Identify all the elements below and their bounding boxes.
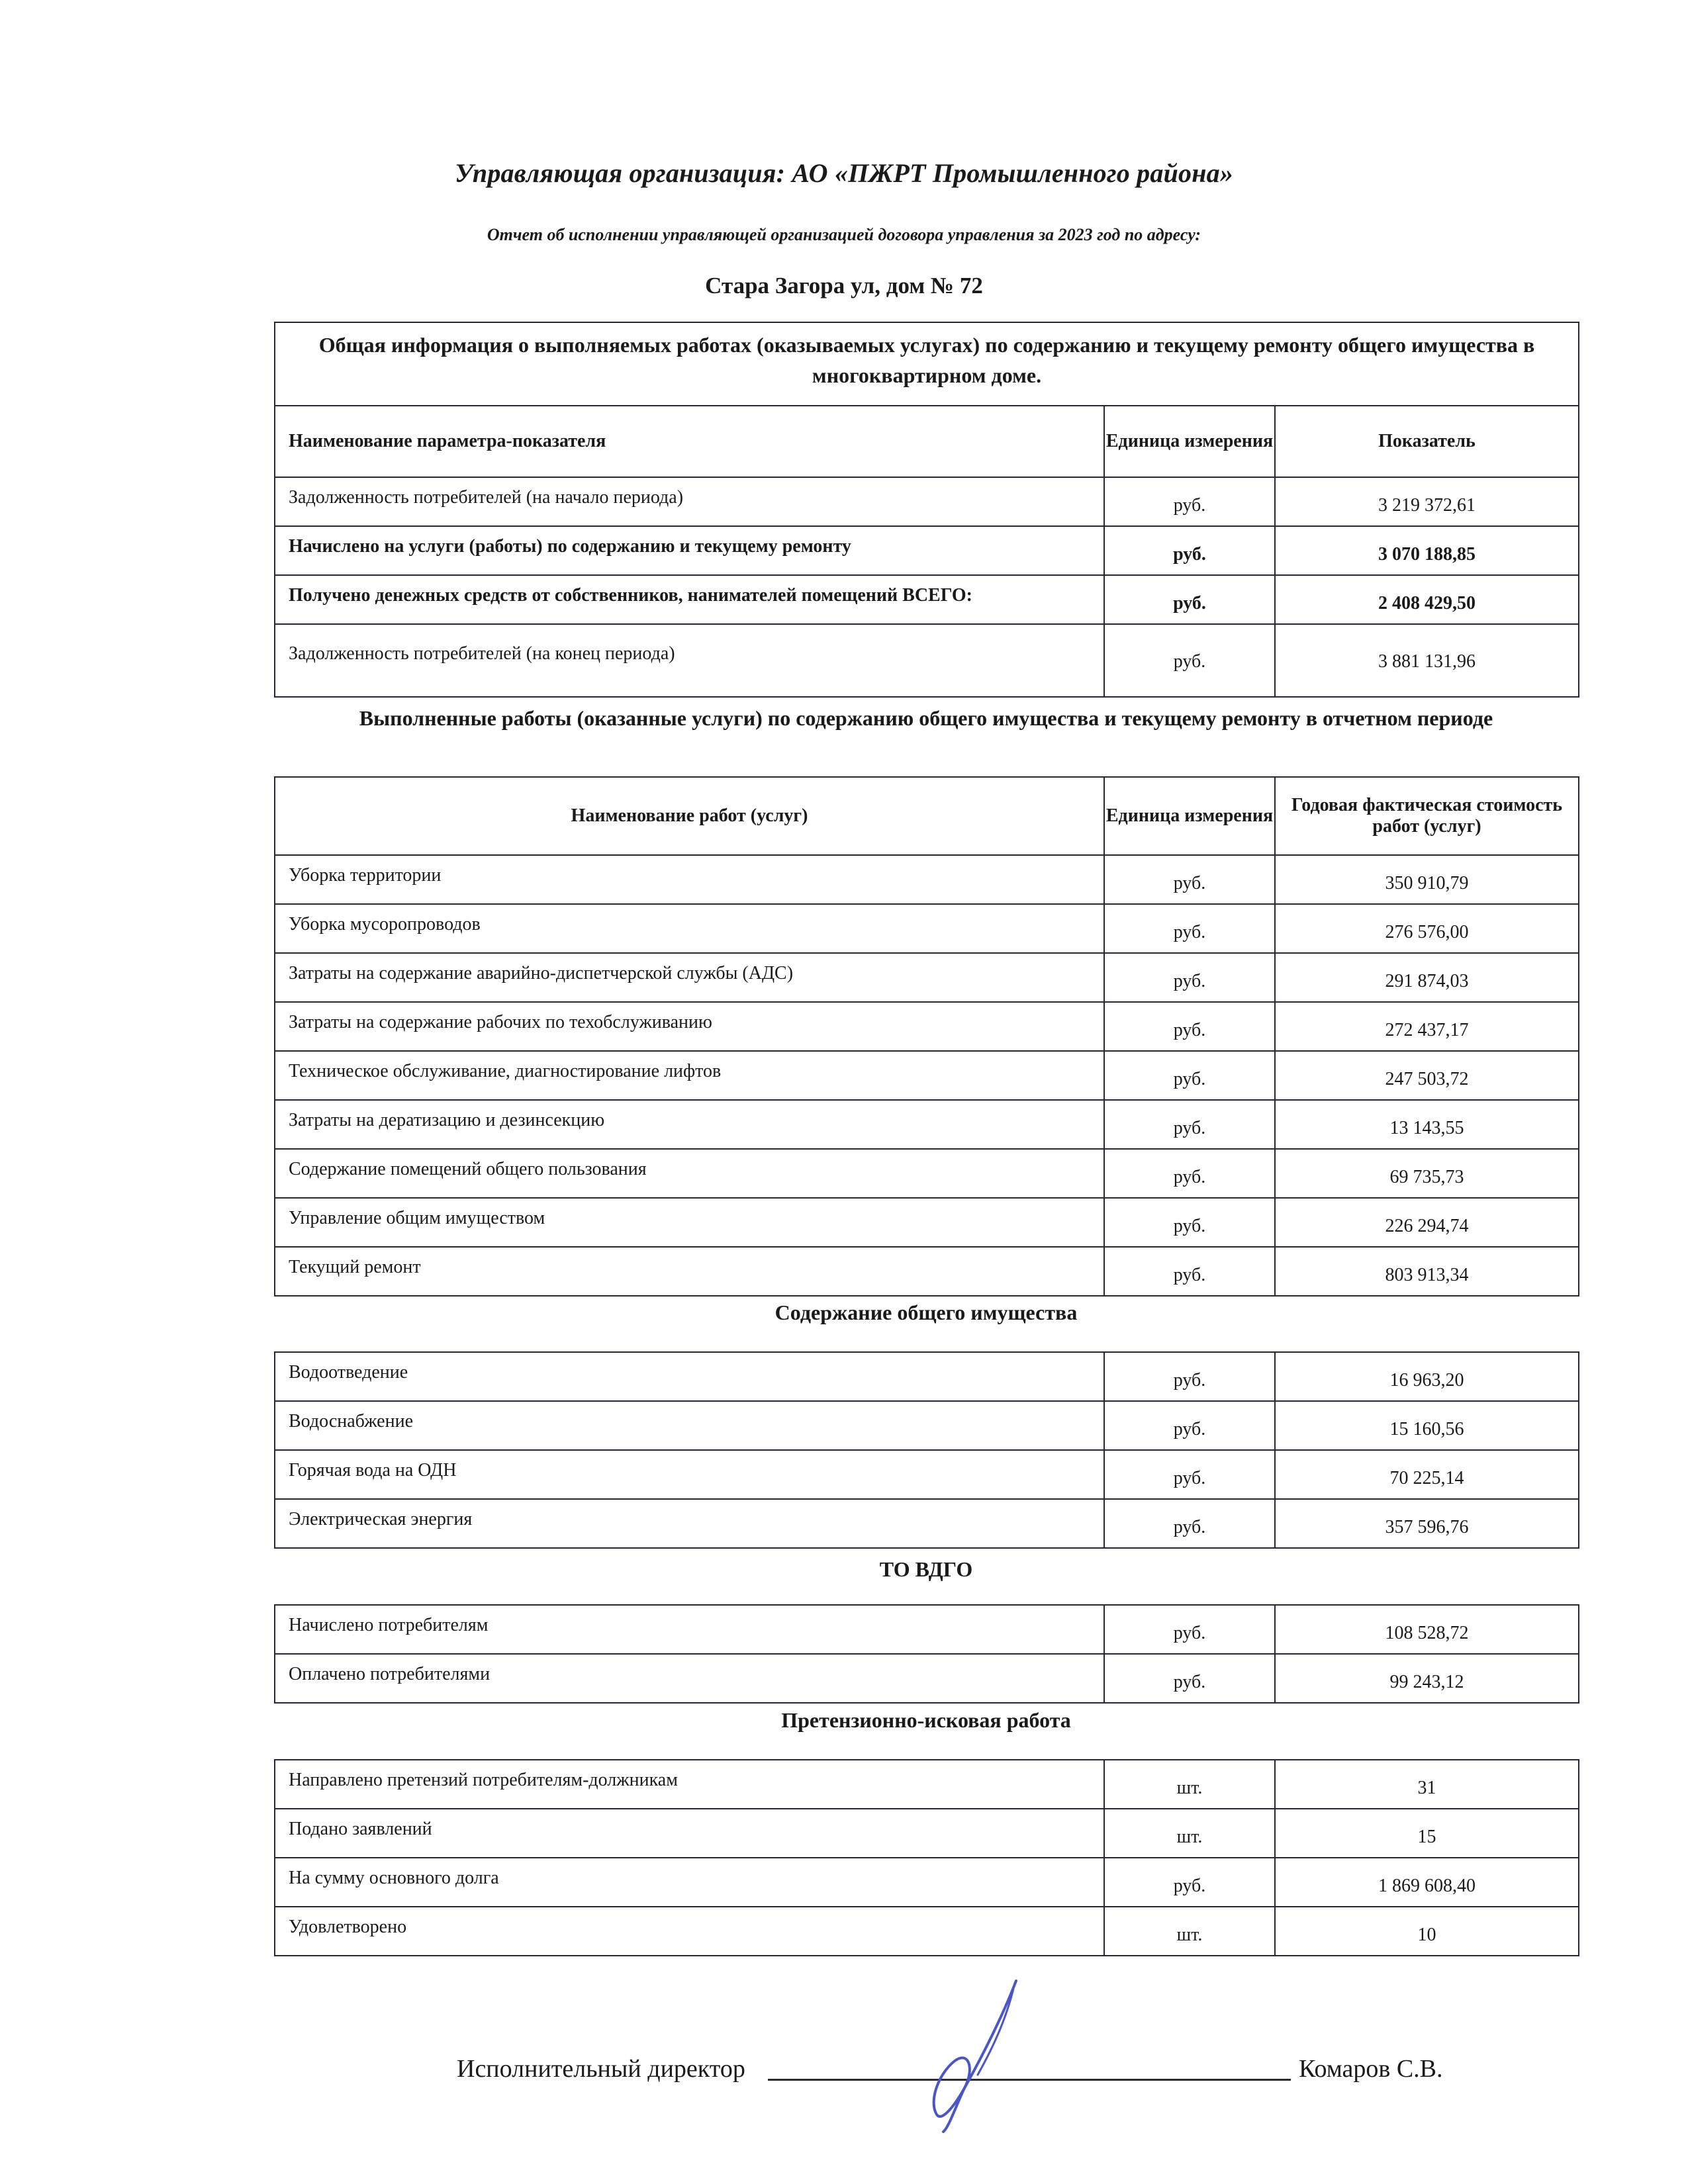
table-row bbox=[275, 1100, 1579, 1149]
row-name: Горячая вода на ОДН bbox=[275, 1450, 1104, 1499]
row-unit: руб. bbox=[1104, 855, 1275, 904]
table-row bbox=[275, 1450, 1579, 1499]
row-unit: руб. bbox=[1104, 624, 1275, 697]
row-name: Получено денежных средств от собственников, нанимателей помещений ВСЕГО: bbox=[275, 575, 1104, 624]
row-unit: руб. bbox=[1104, 1605, 1275, 1654]
row-unit: руб. bbox=[1104, 904, 1275, 953]
general-info-caption: Общая информация о выполняемых работах (оказываемых услугах) по содержанию и текущему ремонту общего имущества в многоквартирном доме. bbox=[275, 322, 1579, 406]
works-table bbox=[274, 776, 1579, 1297]
row-unit: руб. bbox=[1104, 1100, 1275, 1149]
row-unit: руб. bbox=[1104, 1002, 1275, 1051]
table-row bbox=[275, 1760, 1579, 1809]
signatory-position: Исполнительный директор bbox=[457, 2055, 745, 2083]
vdgo-section-title: ТО ВДГО bbox=[879, 1557, 973, 1581]
row-name: Электрическая энергия bbox=[275, 1499, 1104, 1548]
row-unit: руб. bbox=[1104, 1198, 1275, 1247]
table-row bbox=[275, 1051, 1579, 1100]
vdgo-table bbox=[274, 1604, 1579, 1704]
row-value: 15 bbox=[1275, 1809, 1579, 1858]
row-value: 3 881 131,96 bbox=[1275, 624, 1579, 697]
table-row bbox=[275, 1149, 1579, 1198]
row-unit: руб. bbox=[1104, 575, 1275, 624]
handwritten-signature-icon bbox=[890, 1976, 1036, 2134]
table-row bbox=[275, 1401, 1579, 1450]
row-unit: руб. bbox=[1104, 526, 1275, 575]
column-header-unit: Единица измерения bbox=[1104, 406, 1275, 477]
row-name: Начислено потребителям bbox=[275, 1605, 1104, 1654]
table-row bbox=[275, 624, 1579, 697]
table-row bbox=[275, 575, 1579, 624]
row-unit: руб. bbox=[1104, 1858, 1275, 1907]
table-row bbox=[275, 1352, 1579, 1401]
signatory-name: Комаров С.В. bbox=[1299, 2055, 1443, 2083]
row-unit: руб. bbox=[1104, 1352, 1275, 1401]
row-unit: руб. bbox=[1104, 477, 1275, 526]
row-value: 3 219 372,61 bbox=[1275, 477, 1579, 526]
row-name: Уборка территории bbox=[275, 855, 1104, 904]
row-value: 247 503,72 bbox=[1275, 1051, 1579, 1100]
table-row bbox=[275, 477, 1579, 526]
row-value: 3 070 188,85 bbox=[1275, 526, 1579, 575]
column-header-value: Показатель bbox=[1275, 406, 1579, 477]
table-row bbox=[275, 953, 1579, 1002]
row-value: 226 294,74 bbox=[1275, 1198, 1579, 1247]
column-header-value: Годовая фактическая стоимость работ (услуг) bbox=[1275, 777, 1579, 855]
row-name: На сумму основного долга bbox=[275, 1858, 1104, 1907]
common-property-table bbox=[274, 1351, 1579, 1549]
table-row bbox=[275, 1002, 1579, 1051]
table-row bbox=[275, 1858, 1579, 1907]
row-value: 69 735,73 bbox=[1275, 1149, 1579, 1198]
row-name: Управление общим имуществом bbox=[275, 1198, 1104, 1247]
row-unit: руб. bbox=[1104, 1401, 1275, 1450]
row-name: Затраты на содержание рабочих по техобслуживанию bbox=[275, 1002, 1104, 1051]
table-row bbox=[275, 1198, 1579, 1247]
row-value: 16 963,20 bbox=[1275, 1352, 1579, 1401]
row-unit: руб. bbox=[1104, 953, 1275, 1002]
table-row bbox=[275, 526, 1579, 575]
row-name: Направлено претензий потребителям-должникам bbox=[275, 1760, 1104, 1809]
row-name: Содержание помещений общего пользования bbox=[275, 1149, 1104, 1198]
works-section-title: Выполненные работы (оказанные услуги) по содержанию общего имущества и текущему ремонту в отчетном периоде bbox=[359, 706, 1493, 730]
table-row bbox=[275, 1654, 1579, 1703]
row-unit: руб. bbox=[1104, 1051, 1275, 1100]
row-name: Подано заявлений bbox=[275, 1809, 1104, 1858]
common-property-section-title: Содержание общего имущества bbox=[774, 1300, 1078, 1324]
row-value: 13 143,55 bbox=[1275, 1100, 1579, 1149]
row-value: 276 576,00 bbox=[1275, 904, 1579, 953]
table-row bbox=[275, 855, 1579, 904]
row-unit: руб. bbox=[1104, 1654, 1275, 1703]
column-header-name: Наименование параметра-показателя bbox=[275, 406, 1104, 477]
row-value: 99 243,12 bbox=[1275, 1654, 1579, 1703]
row-unit: шт. bbox=[1104, 1907, 1275, 1956]
row-name: Техническое обслуживание, диагностирование лифтов bbox=[275, 1051, 1104, 1100]
table-row bbox=[275, 1605, 1579, 1654]
row-name: Оплачено потребителями bbox=[275, 1654, 1104, 1703]
table-row bbox=[275, 1907, 1579, 1956]
row-name: Затраты на дератизацию и дезинсекцию bbox=[275, 1100, 1104, 1149]
row-name: Водоотведение bbox=[275, 1352, 1104, 1401]
row-value: 350 910,79 bbox=[1275, 855, 1579, 904]
row-name: Задолженность потребителей (на начало периода) bbox=[275, 477, 1104, 526]
row-value: 2 408 429,50 bbox=[1275, 575, 1579, 624]
table-row bbox=[275, 1499, 1579, 1548]
row-value: 10 bbox=[1275, 1907, 1579, 1956]
building-address: Стара Загора ул, дом № 72 bbox=[705, 273, 983, 298]
row-value: 15 160,56 bbox=[1275, 1401, 1579, 1450]
row-unit: шт. bbox=[1104, 1760, 1275, 1809]
row-value: 1 869 608,40 bbox=[1275, 1858, 1579, 1907]
row-name: Начислено на услуги (работы) по содержанию и текущему ремонту bbox=[275, 526, 1104, 575]
row-value: 70 225,14 bbox=[1275, 1450, 1579, 1499]
general-info-table bbox=[274, 322, 1579, 698]
row-unit: руб. bbox=[1104, 1450, 1275, 1499]
row-unit: руб. bbox=[1104, 1499, 1275, 1548]
row-unit: руб. bbox=[1104, 1247, 1275, 1296]
table-row bbox=[275, 904, 1579, 953]
row-name: Задолженность потребителей (на конец периода) bbox=[275, 624, 1104, 697]
report-subtitle: Отчет об исполнении управляющей организацией договора управления за 2023 год по адресу: bbox=[487, 225, 1201, 244]
row-name: Уборка мусоропроводов bbox=[275, 904, 1104, 953]
row-name: Текущий ремонт bbox=[275, 1247, 1104, 1296]
table-row bbox=[275, 1247, 1579, 1296]
claims-table bbox=[274, 1759, 1579, 1956]
row-value: 108 528,72 bbox=[1275, 1605, 1579, 1654]
organization-title: Управляющая организация: АО «ПЖРТ Промышленного района» bbox=[454, 158, 1234, 188]
row-unit: шт. bbox=[1104, 1809, 1275, 1858]
row-value: 357 596,76 bbox=[1275, 1499, 1579, 1548]
row-name: Затраты на содержание аварийно-диспетчерской службы (АДС) bbox=[275, 953, 1104, 1002]
table-row bbox=[275, 1809, 1579, 1858]
row-value: 272 437,17 bbox=[1275, 1002, 1579, 1051]
row-value: 803 913,34 bbox=[1275, 1247, 1579, 1296]
claims-section-title: Претензионно-исковая работа bbox=[781, 1708, 1071, 1732]
column-header-unit: Единица измерения bbox=[1104, 777, 1275, 855]
row-value: 31 bbox=[1275, 1760, 1579, 1809]
row-name: Водоснабжение bbox=[275, 1401, 1104, 1450]
row-unit: руб. bbox=[1104, 1149, 1275, 1198]
row-value: 291 874,03 bbox=[1275, 953, 1579, 1002]
column-header-name: Наименование работ (услуг) bbox=[275, 777, 1104, 855]
row-name: Удовлетворено bbox=[275, 1907, 1104, 1956]
